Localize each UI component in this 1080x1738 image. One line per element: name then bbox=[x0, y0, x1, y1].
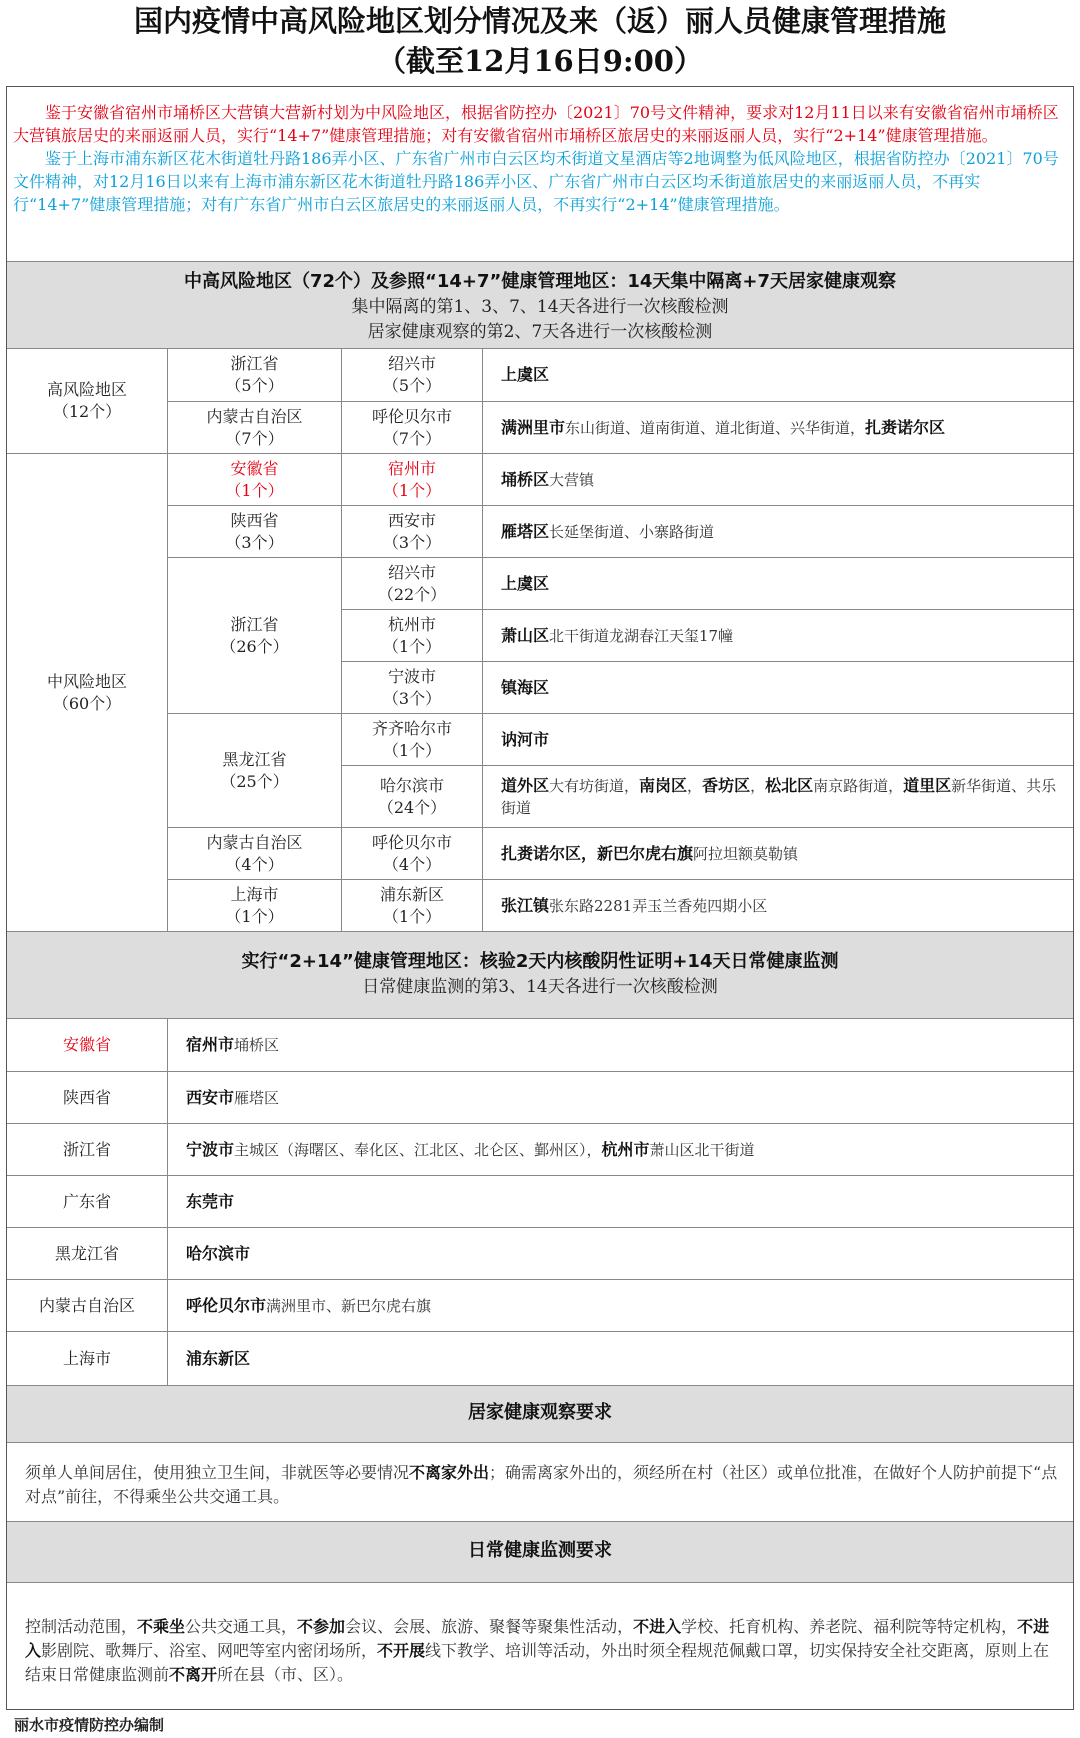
area-detail: 雁塔区 bbox=[234, 1088, 280, 1107]
section2-header bbox=[7, 949, 1073, 1000]
city-name: 呼伦贝尔市 bbox=[371, 832, 452, 852]
footer-credit: 丽水市疫情防控办编制 bbox=[14, 1716, 165, 1734]
province-count: （4个） bbox=[225, 854, 284, 874]
area-bold: 镇海区 bbox=[501, 677, 550, 697]
high-row1-city bbox=[342, 349, 482, 401]
province-name: 安徽省 bbox=[230, 458, 279, 478]
area-detail: 主城区（海曙区、奉化区、江北区、北仑区、鄞州区）， bbox=[234, 1140, 602, 1159]
s2-row2-area bbox=[168, 1072, 1073, 1123]
city-count: （3个） bbox=[382, 688, 442, 708]
divider bbox=[7, 1582, 1073, 1583]
text: 公共交通工具， bbox=[185, 1617, 298, 1636]
province-name: 黑龙江省 bbox=[54, 1243, 119, 1263]
text-bold: 不离开 bbox=[169, 1665, 218, 1684]
home-header bbox=[7, 1400, 1073, 1426]
mid-neimenggu-area bbox=[483, 828, 1073, 879]
province-count: （3个） bbox=[225, 532, 284, 552]
area-bold: 讷河市 bbox=[501, 729, 550, 749]
area-detail: 埇桥区 bbox=[234, 1036, 280, 1054]
text: 学校、托育机构、养老院、福利院等特定机构， bbox=[681, 1617, 1018, 1636]
area-bold: 香坊区 bbox=[702, 775, 751, 795]
mid-risk-title: 中风险地区 bbox=[46, 671, 127, 691]
province-count: （26个） bbox=[220, 636, 289, 656]
s2-row1-province bbox=[7, 1019, 167, 1071]
text-bold: 不进入 bbox=[633, 1617, 682, 1636]
city-count: （7个） bbox=[382, 428, 442, 448]
daily-header bbox=[7, 1538, 1073, 1564]
home-requirements-text bbox=[25, 1461, 1061, 1509]
area-bold: 南岗区 bbox=[639, 775, 688, 795]
area-detail: 新华街道、共乐街道 bbox=[501, 776, 1057, 817]
area-detail: 张东路2281弄玉兰香苑四期小区 bbox=[549, 896, 768, 915]
text-bold: 不乘坐 bbox=[137, 1617, 186, 1636]
province-name: 广东省 bbox=[62, 1191, 111, 1211]
mid-shaanxi-area bbox=[483, 506, 1073, 557]
area-bold: 浦东新区 bbox=[186, 1348, 251, 1368]
mid-heilongjiang-city-1 bbox=[342, 714, 482, 765]
s2-row2-province bbox=[7, 1072, 167, 1123]
province-name: 浙江省 bbox=[230, 614, 279, 634]
s2-row1-area bbox=[168, 1019, 1073, 1071]
province-name: 陕西省 bbox=[62, 1087, 111, 1107]
province-name: 内蒙古自治区 bbox=[206, 832, 303, 852]
mid-heilongjiang-area-1 bbox=[483, 714, 1073, 765]
area-detail: 东山街道、道南街道、道北街道、兴华街道， bbox=[565, 418, 866, 437]
mid-zhejiang-city-3 bbox=[342, 662, 482, 713]
s2-row6-area bbox=[168, 1280, 1073, 1331]
s2-row7-province bbox=[7, 1332, 167, 1385]
section1-header bbox=[7, 269, 1073, 345]
city-count: （1个） bbox=[382, 740, 442, 760]
city-count: （1个） bbox=[382, 636, 442, 656]
province-name: 陕西省 bbox=[230, 510, 279, 530]
mid-risk-count: （60个） bbox=[52, 693, 122, 713]
area-bold: 西安市 bbox=[186, 1087, 235, 1107]
area-detail: 北干街道龙湖春江天玺17幢 bbox=[549, 626, 734, 645]
section1-title: 中高风险地区（72个）及参照“14+7”健康管理地区：14天集中隔离+7天居家健康观察 bbox=[183, 271, 897, 292]
mid-anhui-area bbox=[483, 454, 1073, 505]
area-detail: ， bbox=[750, 776, 766, 795]
province-name: 浙江省 bbox=[230, 354, 279, 373]
area-detail: 大营镇 bbox=[549, 470, 595, 489]
high-row2-area bbox=[483, 402, 1073, 453]
divider bbox=[7, 1442, 1073, 1443]
province-name: 浙江省 bbox=[62, 1139, 111, 1159]
s2-row3-area bbox=[168, 1124, 1073, 1175]
province-name: 安徽省 bbox=[62, 1035, 111, 1054]
area-bold: 宿州市 bbox=[186, 1035, 235, 1054]
city-count: （22个） bbox=[377, 584, 447, 604]
daily-title: 日常健康监测要求 bbox=[468, 1540, 612, 1561]
city-name: 哈尔滨市 bbox=[379, 775, 444, 795]
high-row2-city bbox=[342, 402, 482, 453]
city-name: 齐齐哈尔市 bbox=[371, 718, 452, 738]
notice-paragraph-1: 鉴于安徽省宿州市埇桥区大营镇大营新村划为中风险地区，根据省防控办〔2021〕70号文件精神，要求对12月11日以来有安徽省宿州市埇桥区大营镇旅居史的来丽返丽人员，实行“14+7”健康管理措施；对有安徽省宿州市埇桥区旅居史的来丽返丽人员，实行“2+14”健康管理措施。 bbox=[13, 103, 1059, 145]
mid-shaanxi-city bbox=[342, 506, 482, 557]
text-bold: 不进入 bbox=[25, 1617, 1050, 1660]
text-bold: 不离家外出 bbox=[409, 1463, 490, 1482]
s2-row4-area bbox=[168, 1176, 1073, 1227]
area-bold: 东莞市 bbox=[186, 1191, 235, 1211]
city-name: 西安市 bbox=[387, 510, 436, 530]
daily-requirements-text bbox=[25, 1615, 1061, 1687]
s2-row6-province bbox=[7, 1280, 167, 1331]
province-count: （1个） bbox=[225, 480, 284, 500]
s2-row5-province bbox=[7, 1228, 167, 1279]
text-bold: 不参加 bbox=[297, 1617, 346, 1636]
area-bold: 松北区 bbox=[765, 775, 814, 795]
text: 所在县（市、区）。 bbox=[217, 1665, 354, 1684]
high-row2-province bbox=[168, 402, 341, 453]
province-count: （1个） bbox=[225, 906, 284, 926]
city-count: （3个） bbox=[382, 532, 442, 552]
city-count: （1个） bbox=[382, 906, 442, 926]
area-detail: 大有坊街道， bbox=[549, 776, 640, 795]
s2-row5-area bbox=[168, 1228, 1073, 1279]
text: 线下教学、培训等活动，外出时须全程规范佩戴口罩，切实保持安全社交距离，原则上在结束日常健康监测前 bbox=[25, 1641, 1050, 1684]
section2-title: 实行“2+14”健康管理地区：核验2天内核酸阴性证明+14天日常健康监测 bbox=[241, 951, 839, 972]
section2-subtitle: 日常健康监测的第3、14天各进行一次核酸检测 bbox=[362, 977, 718, 997]
mid-shaanxi-province bbox=[168, 506, 341, 557]
area-bold: 哈尔滨市 bbox=[186, 1243, 251, 1263]
mid-shanghai-province bbox=[168, 880, 341, 931]
mid-neimenggu-city bbox=[342, 828, 482, 879]
area-bold: 雁塔区 bbox=[501, 521, 550, 541]
province-name: 内蒙古自治区 bbox=[38, 1295, 135, 1315]
province-name: 内蒙古自治区 bbox=[206, 406, 303, 426]
high-risk-count: （12个） bbox=[52, 402, 122, 421]
mid-anhui-province bbox=[168, 454, 341, 505]
mid-zhejiang-city-2 bbox=[342, 610, 482, 661]
mid-zhejiang-area-2 bbox=[483, 610, 1073, 661]
mid-heilongjiang-province bbox=[168, 714, 341, 827]
area-detail: 萧山区北干街道 bbox=[649, 1140, 755, 1159]
area-detail: 阿拉坦额莫勒镇 bbox=[693, 844, 799, 863]
title-line-2: （截至12月16日9:00） bbox=[377, 44, 703, 78]
mid-zhejiang-area-3 bbox=[483, 662, 1073, 713]
notice-paragraph-2: 鉴于上海市浦东新区花木街道牡丹路186弄小区、广东省广州市白云区均禾街道文星酒店等2地调整为低风险地区，根据省防控办〔2021〕70号文件精神，对12月16日以来有上海市浦东新区花木街道牡丹路186弄小区、广东省广州市白云区均禾街道旅居史的来丽返丽人员，不再实行“14+7”健康管理措施；对有广东省广州市白云区旅居史的来丽返丽人员，不再实行“2+14”健康管理措施。 bbox=[13, 149, 1059, 214]
high-row1-province bbox=[168, 349, 341, 401]
main-table bbox=[6, 86, 1074, 1710]
area-bold: 上虞区 bbox=[501, 573, 550, 593]
city-count: （24个） bbox=[377, 797, 447, 817]
area-bold: 道外区 bbox=[501, 775, 550, 795]
mid-shanghai-city bbox=[342, 880, 482, 931]
area-bold: 杭州市 bbox=[601, 1139, 650, 1159]
title-line-1: 国内疫情中高风险地区划分情况及来（返）丽人员健康管理措施 bbox=[133, 4, 946, 38]
province-name: 黑龙江省 bbox=[222, 749, 287, 769]
mid-anhui-city bbox=[342, 454, 482, 505]
city-name: 杭州市 bbox=[387, 614, 436, 634]
area-bold: 道里区 bbox=[903, 775, 952, 795]
city-name: 浦东新区 bbox=[379, 884, 444, 904]
city-count: （5个） bbox=[382, 376, 442, 395]
high-row1-area bbox=[483, 349, 1073, 401]
city-name: 宁波市 bbox=[387, 666, 436, 686]
mid-risk-label bbox=[7, 454, 167, 931]
province-count: （25个） bbox=[220, 771, 289, 791]
text: 须单人单间居住，使用独立卫生间，非就医等必要情况 bbox=[25, 1463, 410, 1482]
high-risk-label bbox=[7, 349, 167, 453]
province-count: （7个） bbox=[225, 428, 284, 448]
city-count: （4个） bbox=[382, 854, 442, 874]
province-count: （5个） bbox=[225, 376, 284, 395]
mid-zhejiang-province bbox=[168, 558, 341, 713]
mid-neimenggu-province bbox=[168, 828, 341, 879]
city-name: 绍兴市 bbox=[387, 562, 436, 582]
mid-heilongjiang-area-2 bbox=[483, 766, 1073, 827]
home-title: 居家健康观察要求 bbox=[468, 1402, 612, 1423]
city-count: （1个） bbox=[382, 480, 442, 500]
mid-zhejiang-city-1 bbox=[342, 558, 482, 609]
area-bold: 呼伦贝尔市 bbox=[186, 1295, 267, 1315]
area-detail: 长延堡街道、小寨路街道 bbox=[549, 522, 715, 541]
text: 影剧院、歌舞厅、浴室、网吧等室内密闭场所， bbox=[41, 1641, 378, 1660]
area-bold: 张江镇 bbox=[501, 895, 550, 915]
mid-heilongjiang-city-2 bbox=[342, 766, 482, 827]
province-name: 上海市 bbox=[230, 884, 279, 904]
text: 控制活动范围， bbox=[25, 1617, 138, 1636]
area-bold: 扎赉诺尔区，新巴尔虎右旗 bbox=[501, 843, 694, 863]
area-detail: ， bbox=[687, 776, 703, 795]
s2-row4-province bbox=[7, 1176, 167, 1227]
high-risk-title: 高风险地区 bbox=[46, 380, 127, 399]
city-name: 呼伦贝尔市 bbox=[371, 406, 452, 426]
section1-subtitle-1: 集中隔离的第1、3、7、14天各进行一次核酸检测 bbox=[351, 297, 729, 317]
province-name: 上海市 bbox=[62, 1348, 111, 1368]
area-detail: 南京路街道， bbox=[813, 776, 904, 795]
text-bold: 不开展 bbox=[377, 1641, 426, 1660]
area-bold: 上虞区 bbox=[501, 365, 550, 384]
mid-zhejiang-area-1 bbox=[483, 558, 1073, 609]
area-bold: 满洲里市 bbox=[501, 417, 566, 437]
s2-row7-area bbox=[168, 1332, 1073, 1385]
notice-block bbox=[13, 101, 1065, 216]
s2-row3-province bbox=[7, 1124, 167, 1175]
area-bold: 扎赉诺尔区 bbox=[865, 417, 946, 437]
city-name: 绍兴市 bbox=[387, 354, 436, 373]
mid-shanghai-area bbox=[483, 880, 1073, 931]
city-name: 宿州市 bbox=[387, 458, 436, 478]
text: ；确需离家外出的，须经所在村（社区）或单位批准，在做好个人防护前提下“点对点”前往，不得乘坐公共交通工具。 bbox=[25, 1463, 1058, 1506]
text: 会议、会展、旅游、聚餐等聚集性活动， bbox=[345, 1617, 634, 1636]
area-bold: 埇桥区 bbox=[501, 469, 550, 489]
area-bold: 萧山区 bbox=[501, 625, 550, 645]
section1-subtitle-2: 居家健康观察的第2、7天各进行一次核酸检测 bbox=[367, 322, 713, 342]
area-bold: 宁波市 bbox=[186, 1139, 235, 1159]
area-detail: 满洲里市、新巴尔虎右旗 bbox=[266, 1296, 432, 1315]
